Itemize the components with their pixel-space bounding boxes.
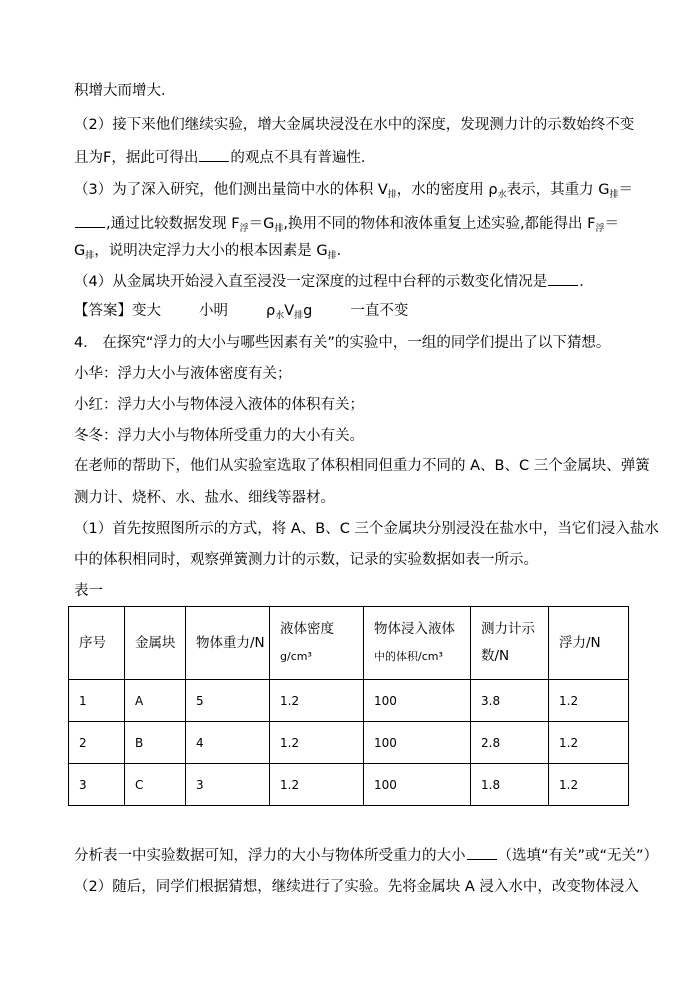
- table-cell: 3: [69, 764, 125, 806]
- table-cell: 1.2: [549, 680, 629, 722]
- table-cell: 1.2: [270, 722, 364, 764]
- table-cell: 2: [69, 722, 125, 764]
- table-header-row: [69, 607, 629, 680]
- guess-line: [74, 395, 364, 415]
- text: 4． 在探究“浮力的大小与哪些因素有关”的实验中，一组的同学们提出了以下猜想。: [74, 335, 611, 351]
- table-cell: 1.2: [270, 680, 364, 722]
- text-line: [74, 115, 634, 135]
- answer-line: [74, 301, 408, 321]
- table-header-cell: 浮力/N: [549, 607, 629, 680]
- text: 测力计、烧杯、水、盐水、细线等器材。: [74, 490, 335, 506]
- subscript: 浮: [595, 224, 605, 234]
- text: ．: [336, 243, 352, 259]
- answer-label: 【答案】: [74, 303, 132, 319]
- text: 冬冬：浮力大小与物体所受重力的大小有关。: [74, 428, 364, 444]
- subscript: 排: [387, 190, 397, 200]
- text: （4）从金属块开始浸入直至浸没一定深度的过程中台秤的示数变化情况是: [74, 274, 548, 290]
- text: （2）随后，同学们根据猜想，继续进行了实验。先将金属块 A 浸入水中，改变物体浸入: [74, 879, 639, 895]
- text-line: [74, 180, 633, 200]
- text: （2）接下来他们继续实验，增大金属块浸没在水中的深度，发现测力计的示数始终不变: [74, 117, 635, 133]
- table-cell: 4: [186, 722, 270, 764]
- answer-blank: [467, 845, 497, 860]
- text-line: [74, 147, 375, 168]
- table-cell: 1.8: [471, 764, 549, 806]
- table-cell: 5: [186, 680, 270, 722]
- answer-blank: [75, 213, 105, 228]
- text-line: [74, 519, 659, 539]
- text: ＝G: [248, 216, 275, 232]
- table-cell: B: [125, 722, 186, 764]
- text: G: [74, 243, 86, 259]
- subscript: 水: [497, 190, 507, 200]
- table-cell: A: [125, 680, 186, 722]
- table-cell: 3: [186, 764, 270, 806]
- table-cell: 100: [364, 722, 471, 764]
- text: ＝: [618, 182, 633, 198]
- text-line: [74, 488, 335, 508]
- guess-line: [74, 426, 364, 446]
- text-line: [74, 213, 619, 234]
- text: ，说明决定浮力大小的根本因素是 G: [94, 243, 328, 259]
- subscript: 排: [609, 190, 619, 200]
- text: 小华：浮力大小与液体密度有关；: [74, 366, 292, 382]
- answer-blank: [199, 147, 229, 162]
- text-line: [74, 877, 639, 897]
- answer-value: 变大: [132, 303, 161, 319]
- table-header-cell: 序号: [69, 607, 125, 680]
- data-table: [68, 606, 629, 806]
- text: 表一: [74, 583, 103, 599]
- text: 的观点不具有普遍性．: [230, 150, 376, 166]
- table-header-cell: 物体浸入液体 中的体积/cm³: [364, 607, 471, 680]
- subscript: 浮: [239, 224, 249, 234]
- text: （选填“有关”或“无关”）: [497, 848, 659, 864]
- guess-line: [74, 364, 292, 384]
- table-cell: C: [125, 764, 186, 806]
- text-line: [74, 456, 650, 476]
- text: ,通过比较数据发现 F: [106, 216, 240, 232]
- table-cell: 3.8: [471, 680, 549, 722]
- table-row: [69, 722, 629, 764]
- text: ,换用不同的物体和液体重复上述实验,都能得出 F: [283, 216, 596, 232]
- question-heading: [74, 333, 610, 353]
- text: （3）为了深入研究，他们测出量筒中水的体积 V: [74, 182, 388, 198]
- text: 表示，其重力 G: [506, 182, 610, 198]
- table-header-cell: 液体密度 g/cm³: [270, 607, 364, 680]
- text: （1）首先按照图所示的方式，将 A、B、C 三个金属块分别浸没在盐水中，当它们浸入盐水: [74, 521, 659, 537]
- text: ＝: [604, 216, 620, 232]
- text: 且为F，据此可得出: [74, 150, 199, 166]
- table-cell: 1.2: [270, 764, 364, 806]
- table-header-cell: 金属块: [125, 607, 186, 680]
- subscript: 排: [85, 251, 95, 261]
- subscript: 排: [274, 224, 284, 234]
- text: ．: [579, 274, 594, 290]
- table-cell: 2.8: [471, 722, 549, 764]
- answer-blank: [548, 271, 578, 286]
- text-line: [74, 550, 538, 570]
- table-cell: 1.2: [549, 764, 629, 806]
- text-line: [74, 241, 351, 261]
- text: 分析表一中实验数据可知，浮力的大小与物体所受重力的大小: [74, 848, 466, 864]
- text: 在老师的帮助下，他们从实验室选取了体积相同但重力不同的 A、B、C 三个金属块、弹簧: [74, 458, 650, 474]
- table-row: [69, 680, 629, 722]
- text: 小红：浮力大小与物体浸入液体的体积有关；: [74, 397, 364, 413]
- table-header-cell: 物体重力/N: [186, 607, 270, 680]
- text-line: [74, 81, 176, 101]
- table-row: [69, 764, 629, 806]
- table-cell: 1.2: [549, 722, 629, 764]
- answer-value: 小明: [199, 303, 228, 319]
- table-cell: 1: [69, 680, 125, 722]
- text-line: [74, 271, 594, 292]
- table-cell: 100: [364, 764, 471, 806]
- answer-value: $\rho_水V_排g$: [266, 303, 313, 321]
- text: ，水的密度用 ρ: [396, 182, 498, 198]
- answer-value: 一直不变: [350, 303, 409, 319]
- table-title: [74, 581, 103, 601]
- subscript: 排: [327, 251, 337, 261]
- text: 积增大而增大．: [74, 83, 176, 99]
- text: 中的体积相同时，观察弹簧测力计的示数，记录的实验数据如表一所示。: [74, 552, 538, 568]
- table-header-cell: 测力计示 数/N: [471, 607, 549, 680]
- text-line: [74, 845, 658, 866]
- table-cell: 100: [364, 680, 471, 722]
